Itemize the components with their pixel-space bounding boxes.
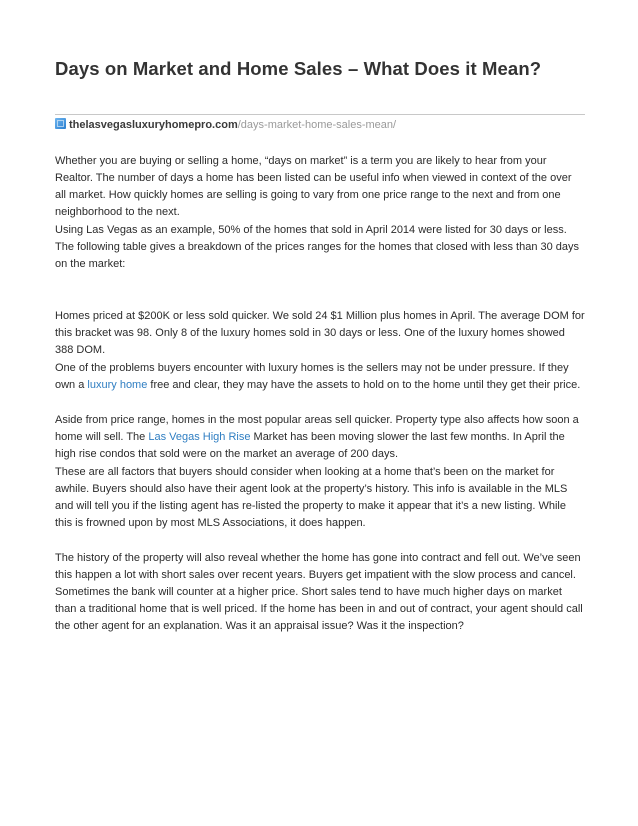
source-domain-link[interactable]: thelasvegasluxuryhomepro.com	[69, 119, 238, 131]
paragraph-price-range-area: Aside from price range, homes in the most popular areas sell quicker. Property type also affects how soon a home will sell. The Las Vegas High Rise Market has been moving slower the last few months. In April the high rise condos that sold were on the market an average of 200 days.	[55, 414, 579, 460]
paragraph-buyer-factors: These are all factors that buyers should consider when looking at a home that’s been on the market for awhile. Buyers should also have their agent look at the property’s history. This info is available in the MLS and will tell you if the listing agent has re-listed the property to make it appear that it’s a new listing. While this is frowned upon by most MLS Associations, it does happen.	[55, 466, 568, 529]
source-line	[55, 114, 585, 134]
las-vegas-high-rise-link[interactable]: Las Vegas High Rise	[148, 431, 251, 443]
site-favicon-icon	[55, 118, 66, 129]
article-title: Days on Market and Home Sales – What Does it Mean?	[55, 58, 542, 79]
paragraph-las-vegas-example: Using Las Vegas as an example, 50% of the homes that sold in April 2014 were listed for 30 days or less. The following table gives a breakdown of the prices ranges for the homes that closed with less than 30 days on the market:	[55, 224, 580, 270]
paragraph-price-bracket: Homes priced at $200K or less sold quicker. We sold 24 $1 Million plus homes in April. The average DOM for this bracket was 98. Only 8 of the luxury homes sold in 30 days or less. One of the luxury homes showed 388 DOM.	[55, 310, 585, 356]
paragraph-luxury-sellers: One of the problems buyers encounter with luxury homes is the sellers may not be under pressure. If they own a luxury home free and clear, they may have the assets to hold on to the home until they get their price.	[55, 362, 581, 391]
source-path: /days-market-home-sales-mean/	[237, 119, 397, 131]
paragraph-property-history: The history of the property will also reveal whether the home has gone into contract and fell out. We’ve seen this happen a lot with short sales over recent years. Buyers get impatient with the slow process and cancel. Sometimes the bank will counter at a higher price. Short sales tend to have much higher days on market than a traditional home that is well priced. If the home has been in and out of contract, your agent should call the other agent for an explanation. Was it an appraisal issue? Was it the inspection?	[55, 552, 583, 632]
paragraph-intro: Whether you are buying or selling a home, “days on market” is a term you are likely to hear from your Realtor. The number of days a home has been listed can be useful info when viewed in context of the over all market. How quickly homes are selling is going to vary from one price range to the next and from one neighborhood to the next.	[55, 155, 572, 218]
luxury-home-link[interactable]: luxury home	[87, 379, 148, 391]
